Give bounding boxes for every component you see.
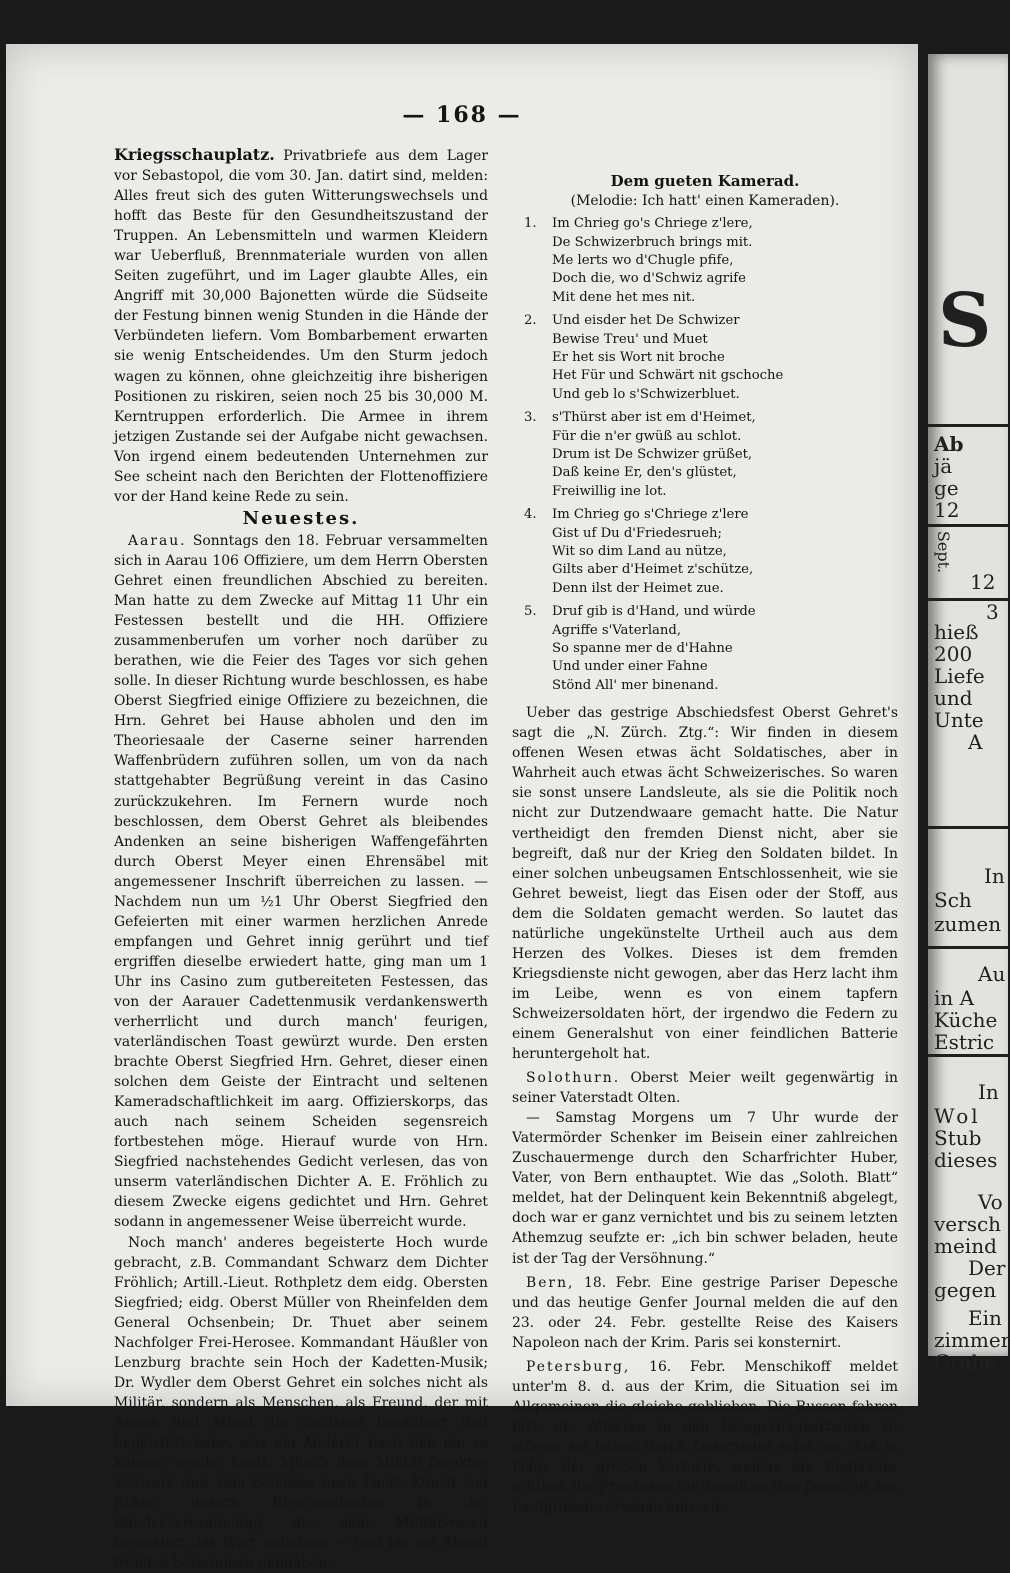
right-column bbox=[512, 145, 898, 1517]
dateline-place: Bern, bbox=[526, 1274, 575, 1291]
article-solothurn bbox=[512, 1068, 898, 1108]
poem bbox=[512, 215, 898, 695]
verse-line: Und geb lo s'Schwizerbluet. bbox=[552, 386, 740, 402]
stanza-number: 3. bbox=[524, 410, 537, 426]
article-bern bbox=[512, 1273, 898, 1353]
stanza-number: 2. bbox=[524, 313, 537, 329]
stanza-number: 5. bbox=[524, 604, 537, 620]
article-text: Privatbriefe aus dem Lager vor Sebastopol, die vom 30. Jan. datirt sind, melden: Alles freut sich des guten Witterungswechsels und hofft das Beste für den Gesundheitszustand der Truppen. An Lebensmitteln und warmen Kleidern war Ueberfluß, Brennmateriale wurden von allen Seiten zugeführt, und im Lager glaubte Alles, ein Angriff mit 30,000 Bajonetten würde die Südseite der Festung binnen wenig Stunden in die Hände der Verbündeten liefern. Vom Bombarbement erwarten sie wenig Entscheidendes. Um den Sturm jedoch wagen zu können, ohne gleichzeitig ihre bisherigen Positionen zu riskiren, seien noch 25 bis 30,000 M. Kerntruppen erforderlich. Die Armee in ihrem jetzigen Zustande sei der Aufgabe nicht gewachsen. Von irgend einem bedeutenden Unternehmen zur See scheint nach den Berichten der Flottenoffiziere vor der Hand keine Rede zu sein. bbox=[114, 148, 488, 505]
stanza-number: 4. bbox=[524, 507, 537, 523]
poem-stanza bbox=[524, 312, 898, 404]
edge-fragment: hieß bbox=[934, 620, 979, 644]
adjacent-page-edge bbox=[928, 54, 1010, 1374]
verse-line: Druf gib is d'Hand, und würde bbox=[552, 604, 756, 620]
edge-rule bbox=[928, 524, 1008, 527]
article-petersburg bbox=[512, 1357, 898, 1517]
edge-fragment: 12 bbox=[934, 498, 960, 522]
article-toasts: Noch manch' anderes begeisterte Hoch wurde gebracht, z.B. Commandant Schwarz dem Dichter Fröhlich; Artill.-Lieut. Rothpletz dem eidg. Obersten Siegfried; eidg. Oberst Müller von Rheinfelden dem General Ochsenbein; Dr. Thuet aber seinem Nachfolger Frei-Herosee. Kommandant Häußler von Lenzburg brachte sein Hoch der Kadetten-Musik; Dr. Wydler dem Oberst Gehret ein solches nicht als Militär, sondern als Menschen, als Freund, der mit Augen und Mund die Soldaten bezaubert und begeistert habe, was ein Anderer nach ihm nie so können werde; Lieut. Münch dem Militär-Direktor Schwarz und zum Schlusse noch Lieut. Künzli von Ryken unsern Repräsentanten in der Bundesversammlung, die dem Militärwesen begeistert das Wort geliehen; — und bis am Abend fröhlich beisammen geblieben. bbox=[114, 1234, 488, 1572]
edge-fragment: Sch bbox=[934, 888, 972, 912]
edge-rule bbox=[928, 946, 1008, 949]
article-execution: — Samstag Morgens um 7 Uhr wurde der Vatermörder Schenker im Beisein einer zahlreichen Zuschauermenge durch den Scharfrichter Huber, Vater, von Bern enthauptet. Wie das „Soloth. Blatt“ meldet, hat der Delinquent kein Bekenntniß abgelegt, doch war er ganz vernichtet und bis zu seinem letzten Athemzug seufzte er: „ich bin schwer beladen, heute ist der Tag der Versöhnung.“ bbox=[512, 1110, 898, 1267]
verse-line: Wit so dim Land au nütze, bbox=[552, 544, 727, 559]
edge-fragment: In bbox=[978, 1080, 999, 1104]
edge-fragment: meind bbox=[934, 1234, 997, 1258]
edge-fragment: Der bbox=[968, 1256, 1006, 1280]
verse-line: Denn ilst der Heimet zue. bbox=[552, 580, 724, 596]
edge-fragment: Vo bbox=[978, 1190, 1003, 1214]
verse-line: Stönd All' mer binenand. bbox=[552, 677, 719, 693]
poem-stanza bbox=[524, 215, 898, 307]
article-text: Oberst Meier weilt gegenwärtig in seiner Vaterstadt Olten. bbox=[512, 1070, 899, 1107]
verse-line: Und eisder het De Schwizer bbox=[552, 313, 740, 329]
poem-subtitle: (Melodie: Ich hatt' einen Kameraden). bbox=[570, 193, 840, 210]
article-text: 16. Febr. Menschikoff meldet unter'm 8. d. aus der Krim, die Situation sei im Allgemeinen die gleiche geblieben. Die Russen fahren fort, die Alliirten in den Belagerungsarbeiten zu stören; sie haben durch Deserteure erfahren, daß in Folge der großen Verluste, welche die Engländer erlitten, die Franzosen für dieselben den Dienst in den Laufgräben versehen müssen. bbox=[512, 1358, 898, 1516]
edge-fragment: zimmer bbox=[934, 1328, 1010, 1352]
section-heading-neuestes: Neuestes. bbox=[242, 507, 360, 529]
edge-fragment: versch bbox=[934, 1212, 1002, 1236]
edge-fragment: Ab bbox=[934, 432, 964, 456]
dateline-place: Petersburg, bbox=[526, 1358, 631, 1375]
newspaper-page bbox=[6, 44, 918, 1572]
edge-fragment: Wol bbox=[934, 1104, 981, 1128]
dateline-place: Aarau. bbox=[128, 532, 187, 549]
dateline-place: Solothurn. bbox=[526, 1070, 621, 1087]
edge-fragment: Liefe bbox=[934, 664, 985, 688]
verse-line: Gilts aber d'Heimet z'schütze, bbox=[552, 562, 754, 578]
verse-line: Er het sis Wort nit broche bbox=[552, 349, 725, 365]
edge-fragment: Au bbox=[978, 962, 1006, 986]
article-farewell-zuerich: Ueber das gestrige Abschiedsfest Oberst Gehret's sagt die „N. Zürch. Ztg.“: Wir finden in diesem offenen Wesen etwas ächt Soldatisches, aber in Wahrheit auch etwas ächt Schweizerisches. So waren sie sonst unsere Landsleute, als sie die Politik noch nicht zur Dutzendwaare gemacht hatte. Die Natur vertheidigt den fremden Dienst nicht, aber sie begreift, daß nur der Krieg den Soldaten bildet. In einer solchen unbeugsamen Entschlossenheit, wie sie Gehret beweist, liegt das Eisen oder der Stoff, aus dem die Soldaten gemacht werden. So lautet das natürliche ungekünstelte Urtheil auch aus dem Herzen des Volkes. Dieses ist dem fremden Kriegsdienste nicht gewogen, aber das Herz lacht ihm im Leibe, wenn es von einem tapfern Schweizersoldaten hört, der irgendwo die Federn zu einem Generalshut von einer feindlichen Batterie heruntergeholt hat. bbox=[512, 705, 898, 1063]
edge-fragment: 12 bbox=[970, 570, 996, 594]
edge-fragment: Unte bbox=[934, 708, 984, 732]
edge-fragment: 200 bbox=[934, 642, 973, 666]
poem-title: Dem gueten Kamerad. bbox=[610, 172, 800, 190]
edge-rule bbox=[928, 424, 1008, 427]
left-column bbox=[114, 145, 488, 1573]
verse-line: Het Für und Schwärt nit gschoche bbox=[552, 368, 784, 384]
poem-stanza bbox=[524, 603, 898, 695]
edge-fragment: Stub bbox=[934, 1126, 982, 1150]
edge-fragment: S bbox=[938, 278, 992, 364]
verse-line: Agriffe s'Vaterland, bbox=[552, 622, 682, 638]
verse-line: Freiwillig ine lot. bbox=[552, 483, 667, 499]
verse-line: Und under einer Fahne bbox=[552, 659, 708, 675]
edge-fragment: in A bbox=[934, 986, 975, 1010]
verse-line: Doch die, wo d'Schwiz agrife bbox=[552, 271, 746, 287]
edge-fragment: und bbox=[934, 686, 973, 710]
edge-fragment: zumen bbox=[934, 912, 1002, 936]
verse-line: Daß keine Er, den's glüstet, bbox=[552, 465, 737, 481]
verse-line: Me lerts wo d'Chugle pfife, bbox=[552, 252, 734, 268]
verse-line: Für die n'er gwüß au schlot. bbox=[552, 428, 742, 444]
verse-line: So spanne mer de d'Hahne bbox=[552, 641, 733, 657]
article-text: Sonntags den 18. Februar versammelten sich in Aarau 106 Offiziere, um dem Herrn Obersten Gehret einen freundlichen Abschied zu bereiten. Man hatte zu dem Zwecke auf Mittag 11 Uhr ein Festessen bestellt und die HH. Offiziere zusammenberufen um vorher noch darüber zu berathen, wie die Feier des Tages vor sich gehen solle. In dieser Richtung wurde beschlossen, es habe Oberst Siegfried einige Offiziere zu bezeichnen, die Hrn. Gehret bei Hause abholen und den im Theoriesaale der Caserne seiner harrenden Waffenbrüdern zuführen sollen, um von da nach stattgehabter Begrüßung vereint in das Casino zurückzukehren. Im Fernern wurde noch beschlossen, dem Oberst Gehret als bleibendes Andenken an seine bisherigen Waffengefährten durch Oberst Meyer einen Ehrensäbel mit angemessener Inschrift überreichen zu lassen. — Nachdem nun um ½1 Uhr Oberst Siegfried den Gefeierten mit einer warmen herzlichen Anrede empfangen und Gehret innig gerührt und tief ergriffen dieselbe erwiedert hatte, ging man um 1 Uhr ins Casino zum gutbereiteten Festessen, das von der Aarauer Cadettenmusik verdankenswerth verherrlicht und durch manch' feurigen, vaterländischen Toast gewürzt wurde. Den ersten brachte Oberst Siegfried Hrn. Gehret, dieser einen solchen dem Geiste der Eintracht und seltenen Kameradschaftlichkeit im aarg. Offizierskorps, das auch nach seinem Scheiden segensreich fortbestehen möge. Hierauf wurde von Hrn. Siegfried nachstehendes Gedicht verlesen, das von unserm vaterländischen Dichter A. E. Fröhlich zu diesem Zwecke eigens gedichtet und Hrn. Gehret sodann in angemessener Weise überreicht wurde. bbox=[114, 532, 488, 1231]
edge-fragment: gegen bbox=[934, 1278, 997, 1302]
verse-line: Bewise Treu' und Muet bbox=[552, 331, 708, 347]
edge-fragment: ge bbox=[934, 476, 959, 500]
edge-fragment: A bbox=[968, 730, 983, 754]
stanza-number: 1. bbox=[524, 216, 537, 232]
verse-line: De Schwizerbruch brings mit. bbox=[552, 234, 753, 250]
edge-fragment: Estric bbox=[934, 1030, 995, 1054]
edge-fragment: jä bbox=[934, 454, 953, 478]
verse-line: Im Chrieg go s'Chriege z'lere bbox=[552, 507, 749, 523]
edge-fragment: In bbox=[984, 864, 1005, 888]
edge-fragment: Sept. bbox=[934, 530, 954, 574]
article-kriegsschauplatz bbox=[114, 145, 488, 507]
edge-rule bbox=[928, 826, 1008, 829]
poem-stanza bbox=[524, 506, 898, 598]
edge-fragment: 3 bbox=[986, 600, 999, 624]
verse-line: Mit dene het mes nit. bbox=[552, 289, 696, 305]
verse-line: Drum ist De Schwizer grüßet, bbox=[552, 446, 753, 462]
edge-fragment: Ein bbox=[968, 1306, 1002, 1330]
verse-line: s'Thürst aber ist em d'Heimet, bbox=[552, 410, 756, 426]
article-text: 18. Febr. Eine gestrige Pariser Depesche und das heutige Genfer Journal melden die auf den 23. oder 24. Febr. gestellte Reise des Kaisers Napoleon nach der Krim. Paris sei konsternirt. bbox=[512, 1274, 898, 1351]
runin-heading: Kriegsschauplatz. bbox=[114, 145, 275, 164]
edge-rule bbox=[928, 1054, 1008, 1057]
page-number: — 168 — bbox=[402, 102, 522, 128]
poem-stanza bbox=[524, 409, 898, 501]
edge-fragment: dieses bbox=[934, 1148, 998, 1172]
edge-fragment: Küche bbox=[934, 1008, 998, 1032]
article-aarau bbox=[114, 531, 488, 1233]
edge-fragment: Grabe bbox=[934, 1350, 997, 1374]
verse-line: Im Chrieg go's Chriege z'lere, bbox=[552, 216, 753, 232]
verse-line: Gist uf Du d'Friedesrueh; bbox=[552, 525, 722, 541]
